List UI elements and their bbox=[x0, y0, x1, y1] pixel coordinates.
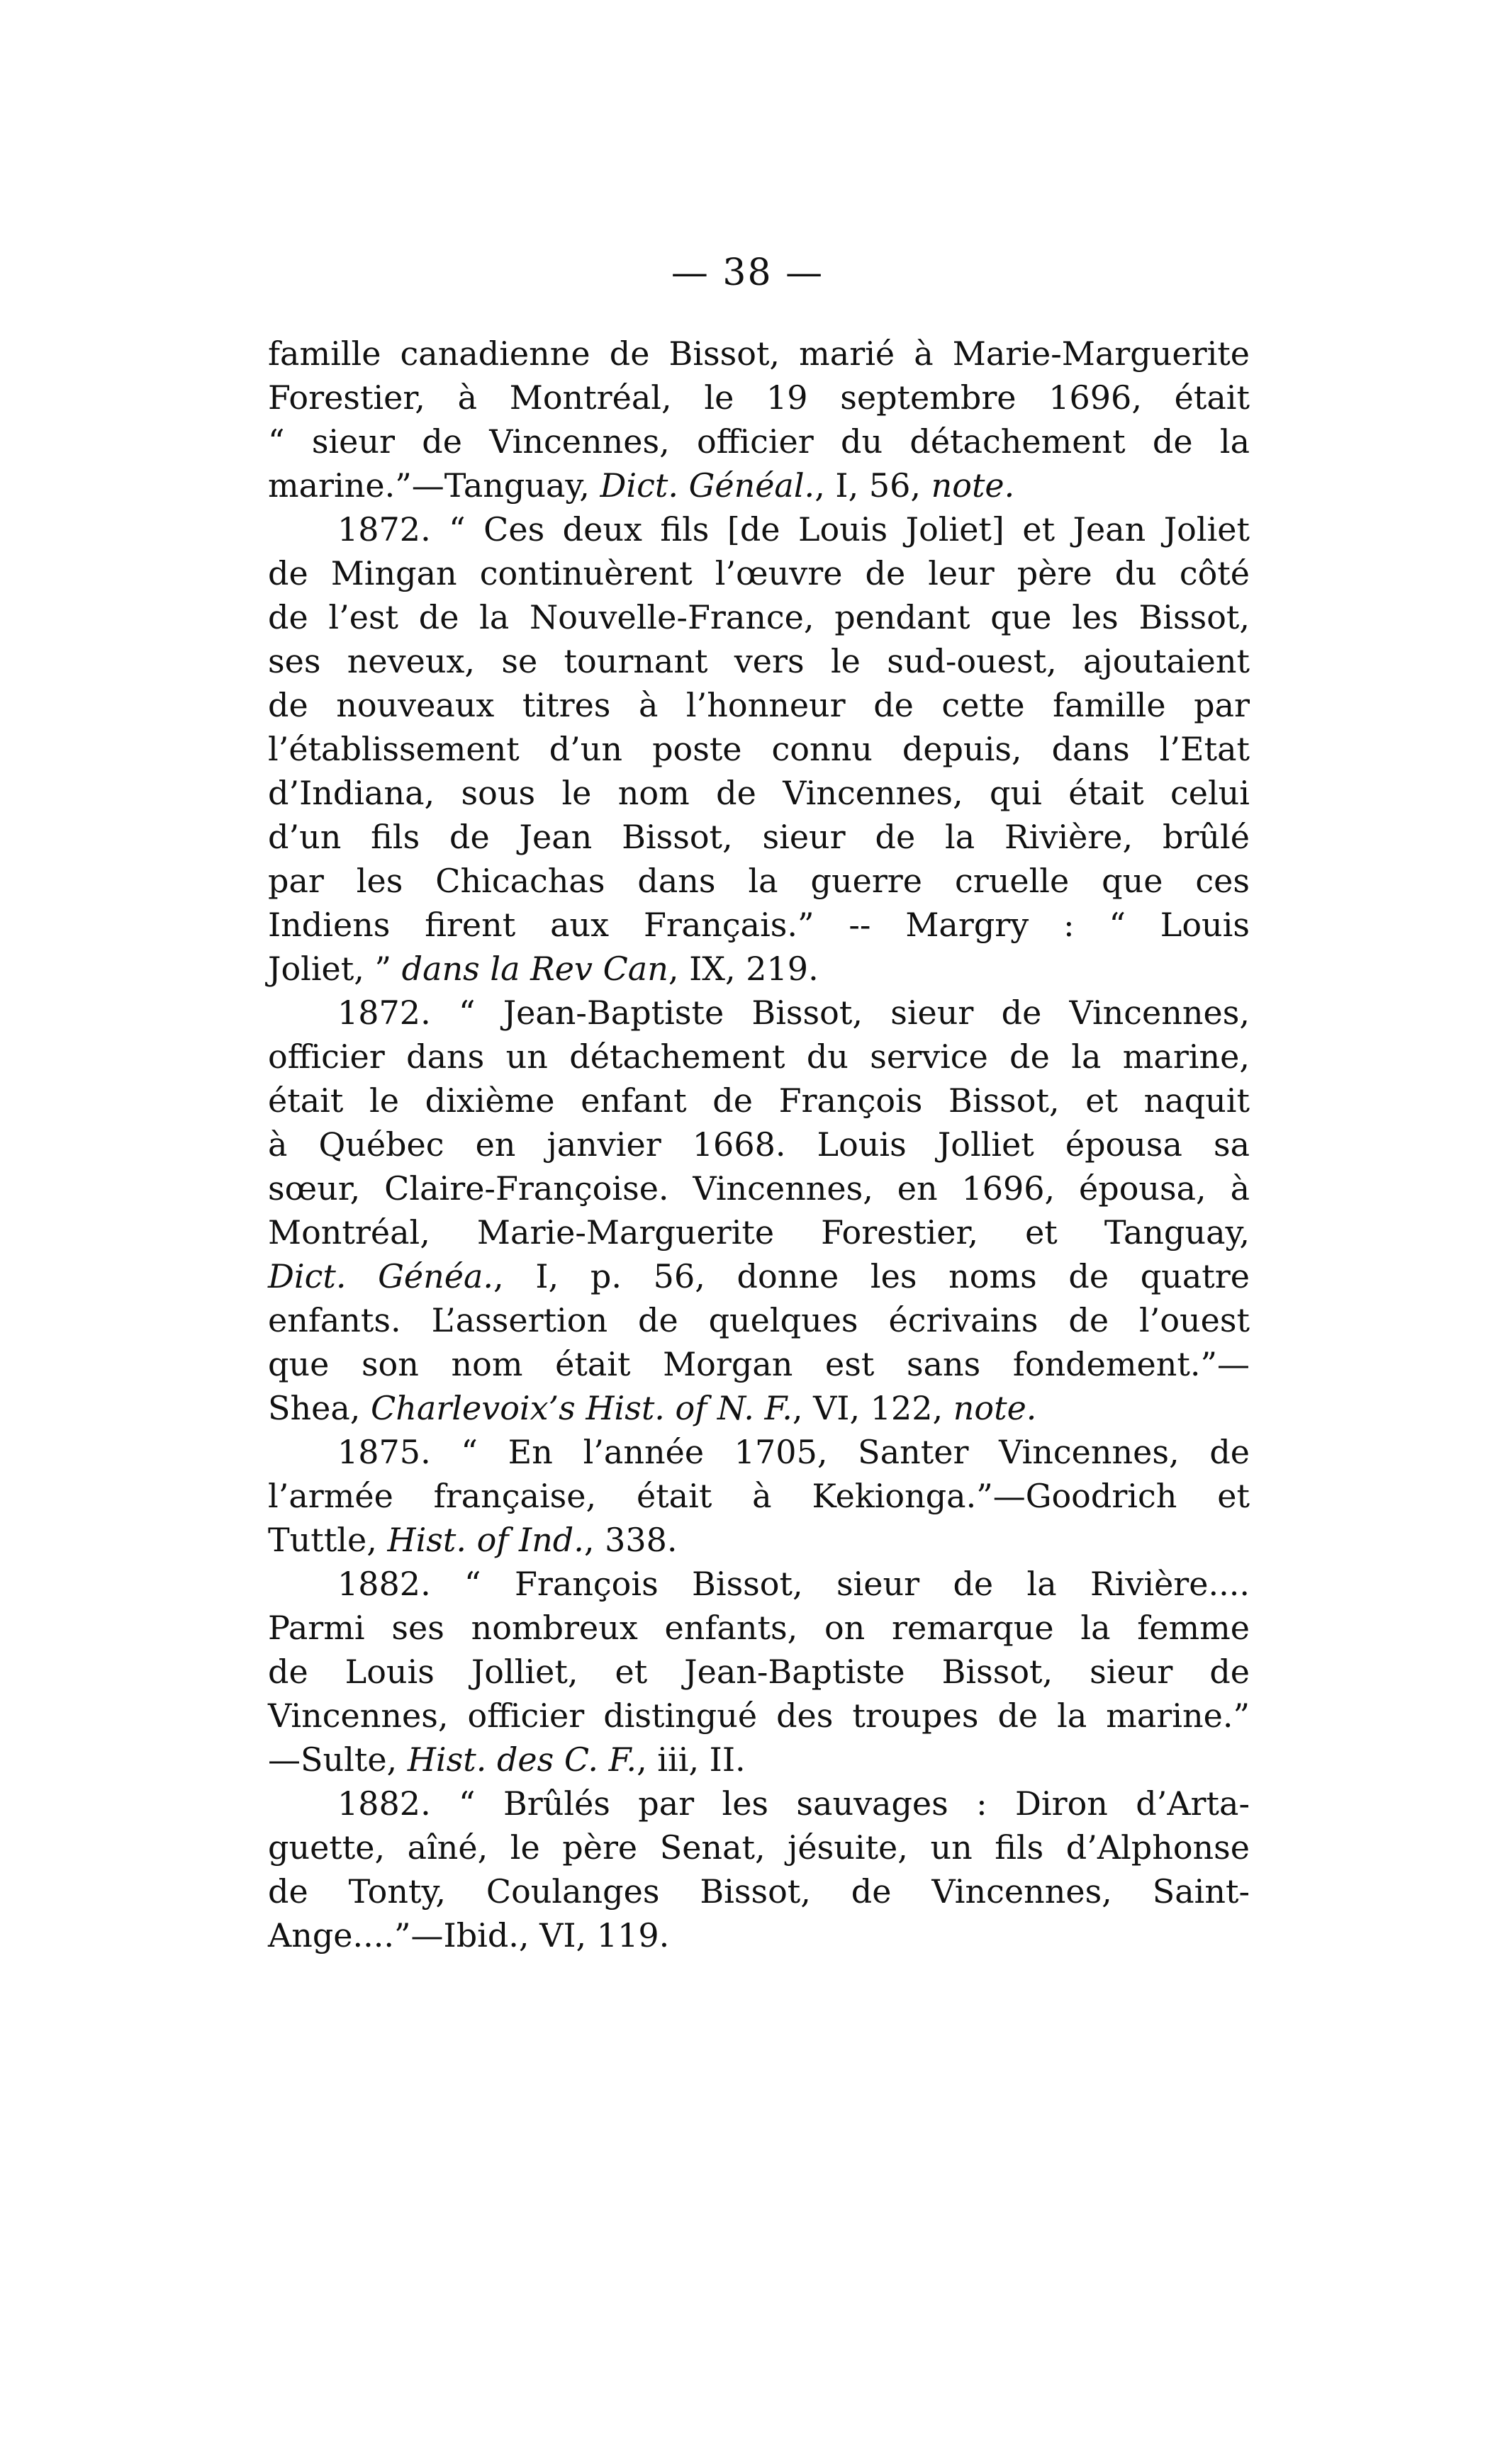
text-line: 1882. “ François Bissot, sieur de la Rivière.... bbox=[337, 1565, 1250, 1603]
italic-segment: Charlevoix’s Hist. of N. F. bbox=[371, 1389, 793, 1427]
text-line: était le dixième enfant de François Bissot, et naquit bbox=[268, 1081, 1250, 1120]
text-segment: —Sulte, bbox=[268, 1740, 408, 1779]
text-line: 1872. “ Jean-Baptiste Bissot, sieur de Vincennes, bbox=[337, 994, 1250, 1032]
text-line: d’un fils de Jean Bissot, sieur de la Rivière, brûlé bbox=[268, 818, 1250, 856]
text-segment: , 338. bbox=[583, 1521, 678, 1559]
text-segment: marine.”—Tanguay, bbox=[268, 466, 600, 505]
text-line bbox=[268, 1386, 1250, 1430]
text-line bbox=[268, 1518, 1250, 1562]
text-line: Parmi ses nombreux enfants, on remarque la femme bbox=[268, 1609, 1250, 1647]
text-line: à Québec en janvier 1668. Louis Jolliet épousa sa bbox=[268, 1125, 1250, 1164]
text-line: par les Chicachas dans la guerre cruelle que ces bbox=[268, 862, 1250, 900]
text-line: Indiens firent aux Français.” -- Margry : “ Louis bbox=[268, 906, 1250, 944]
text-segment: , VI, 122, bbox=[792, 1389, 953, 1427]
text-segment: Shea, bbox=[268, 1389, 371, 1427]
paragraph bbox=[268, 1562, 1250, 1782]
text-line: sœur, Claire-Françoise. Vincennes, en 1696, épousa, à bbox=[268, 1169, 1250, 1208]
italic-segment: note. bbox=[931, 466, 1015, 505]
text-line: de Mingan continuèrent l’œuvre de leur père du côté bbox=[268, 554, 1250, 592]
text-line: que son nom était Morgan est sans fondement.”— bbox=[268, 1345, 1250, 1383]
page-number: — 38 — bbox=[671, 252, 824, 294]
paragraph bbox=[268, 1430, 1250, 1562]
text-line bbox=[268, 947, 1250, 991]
text-line: officier dans un détachement du service de la marine, bbox=[268, 1037, 1250, 1076]
text-line: ses neveux, se tournant vers le sud-ouest, ajoutaient bbox=[268, 642, 1250, 680]
text-segment: Joliet, ” bbox=[268, 950, 402, 988]
text-line: de Tonty, Coulanges Bissot, de Vincennes, Saint- bbox=[268, 1872, 1250, 1911]
text-segment: , I, 56, bbox=[814, 466, 931, 505]
text-line: de l’est de la Nouvelle-France, pendant que les Bissot, bbox=[268, 598, 1250, 636]
text-line: Montréal, Marie-Marguerite Forestier, et Tanguay, bbox=[268, 1213, 1250, 1251]
paragraph bbox=[268, 332, 1250, 507]
text-line: guette, aîné, le père Senat, jésuite, un fils d’Alphonse bbox=[268, 1828, 1250, 1867]
text-line: l’établissement d’un poste connu depuis, dans l’Etat bbox=[268, 730, 1250, 768]
text-line: de nouveaux titres à l’honneur de cette famille par bbox=[268, 686, 1250, 724]
text-segment: , iii, II. bbox=[637, 1740, 746, 1779]
italic-segment: dans la Rev Can bbox=[401, 950, 668, 988]
text-line: 1882. “ Brûlés par les sauvages : Diron d’Arta- bbox=[337, 1784, 1250, 1823]
body-text bbox=[268, 332, 1250, 1957]
text-line: Ange....”—Ibid., VI, 119. bbox=[268, 1916, 670, 1954]
text-line: 1875. “ En l’année 1705, Santer Vincennes, de bbox=[337, 1433, 1250, 1471]
italic-segment: Hist. des C. F. bbox=[407, 1740, 637, 1779]
text-segment: , I, p. 56, donne les noms de quatre bbox=[493, 1257, 1250, 1295]
text-line: Vincennes, officier distingué des troupes de la marine.” bbox=[268, 1697, 1250, 1735]
text-line: d’Indiana, sous le nom de Vincennes, qui était celui bbox=[268, 774, 1250, 812]
text-line: de Louis Jolliet, et Jean-Baptiste Bissot, sieur de bbox=[268, 1653, 1250, 1691]
text-line bbox=[268, 463, 1250, 507]
text-line: “ sieur de Vincennes, officier du détachement de la bbox=[268, 422, 1250, 461]
text-line: 1872. “ Ces deux fils [de Louis Joliet] et Jean Joliet bbox=[337, 510, 1250, 549]
text-line bbox=[268, 1738, 1250, 1782]
paragraph bbox=[268, 507, 1250, 991]
italic-segment: Dict. Généal. bbox=[600, 466, 815, 505]
text-line: Forestier, à Montréal, le 19 septembre 1696, était bbox=[268, 378, 1250, 417]
italic-segment: Hist. of Ind. bbox=[387, 1521, 584, 1559]
text-line: l’armée française, était à Kekionga.”—Goodrich et bbox=[268, 1477, 1250, 1515]
text-line: famille canadienne de Bissot, marié à Marie-Marguerite bbox=[268, 334, 1250, 373]
text-segment: , IX, 219. bbox=[668, 950, 819, 988]
text-line bbox=[268, 1254, 1250, 1298]
paragraph bbox=[268, 1782, 1250, 1957]
italic-segment: Dict. Généa. bbox=[268, 1257, 494, 1295]
text-line: enfants. L’assertion de quelques écrivains de l’ouest bbox=[268, 1301, 1250, 1339]
paragraph bbox=[268, 991, 1250, 1430]
text-segment: Tuttle, bbox=[268, 1521, 388, 1559]
italic-segment: note. bbox=[953, 1389, 1037, 1427]
